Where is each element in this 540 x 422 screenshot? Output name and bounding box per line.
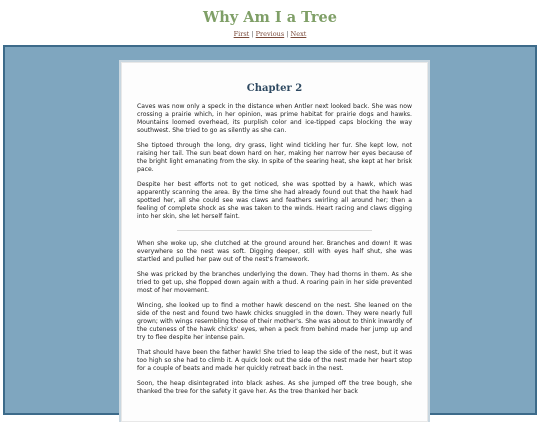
story-paragraph: Caves was now only a speck in the distance when Antler next looked back. She was now crossing a prairie which, in her opinion, was prime habitat for prairie dogs and hawks. Mountains loomed overhead, its purplish color and ice-tipped caps blocking the way southwest. She tried to go as silently as she can. <box>137 103 412 134</box>
story-paragraph: That should have been the father hawk! She tried to leap the side of the nest, but it was too high so she had to climb it. A quick look out the side of the nest made her heart stop for a couple of beats and made her quickly retreat back in the nest. <box>137 349 412 372</box>
story-paragraph: Despite her best efforts not to get noticed, she was spotted by a hawk, which was apparently scanning the area. By the time she had already found out that the hawk had spotted her, all she could see was claws and feathers swirling all around her; then a feeling of complete shock as she was taken to the winds. Heart racing and claws digging into her skin, she let herself faint. <box>137 181 412 220</box>
nav-first-link[interactable]: First <box>233 30 250 38</box>
section-divider <box>177 230 372 231</box>
nav-separator: | <box>286 30 289 38</box>
nav-previous-link[interactable]: Previous <box>255 30 285 38</box>
chapter-heading: Chapter 2 <box>246 83 303 94</box>
nav-separator: | <box>251 30 254 38</box>
chapter-nav <box>0 30 540 38</box>
site-title: Why Am I a Tree <box>202 9 338 26</box>
story-paragraph: Soon, the heap disintegrated into black ashes. As she jumped off the tree bough, she thanked the tree for the safety it gave her. As the tree thanked her back <box>137 380 412 395</box>
content-frame <box>3 45 537 415</box>
story-paragraph: Wincing, she looked up to find a mother hawk descend on the nest. She leaned on the side of the nest and found two hawk chicks snuggled in the down. They were nearly full grown; with wings resembling those of their mother's. She was about to think inwardly of the cuteness of the hawk chicks' eyes, when a peck from behind made her jump up and try to flee despite her intense pain. <box>137 302 412 341</box>
nav-next-link[interactable]: Next <box>290 30 307 38</box>
story-paragraph: When she woke up, she clutched at the ground around her. Branches and down! It was everywhere so the nest was soft. Digging deeper, still with eyes half shut, she was startled and pulled her paw out of the nest's framework. <box>137 240 412 263</box>
story-page[interactable] <box>121 62 428 422</box>
story-paragraph: She tiptoed through the long, dry grass, light wind tickling her fur. She kept low, not raising her tail. The sun beat down hard on her, making her narrow her eyes because of the bright light emanating from the sky. In spite of the searing heat, she kept at her brisk pace. <box>137 142 412 173</box>
story-paragraph: She was pricked by the branches underlying the down. They had thorns in them. As she tried to get up, she flopped down again with a thud. A roaring pain in her side prevented most of her movement. <box>137 271 412 294</box>
